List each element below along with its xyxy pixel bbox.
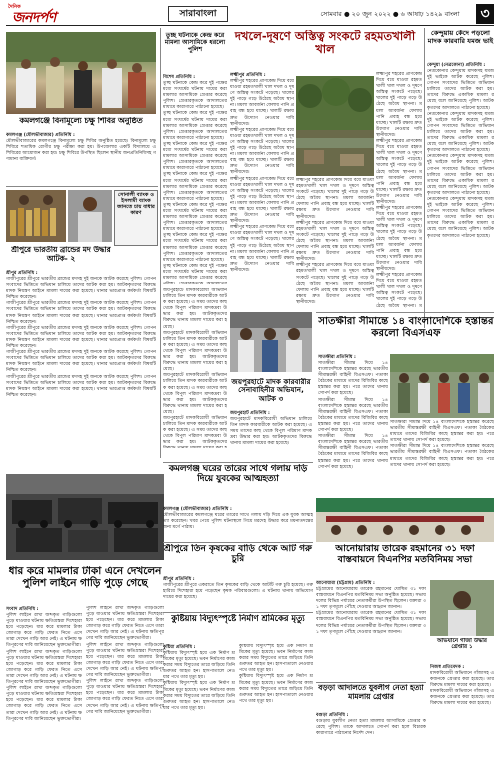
- smuggler-headline[interactable]: শ্রীপুরে ভারতীয় ব্রান্ডের মদ উদ্ধার আটক- ২: [11, 246, 111, 263]
- cattle-body-continued: নেত্রকোনার কেন্দুয়ায় মাদকসহ যমজ দুই ভাইকে আটক করেছে পুলিশ। গোপন সংবাদের ভিত্তিতে অভিযান চালিয়ে তাদের আটক করা হয়। তাদের বিরুদ্ধে একাধিক মামলা রয়েছে বলে জানিয়েছে পুলিশ। আটককৃতদের আদালতে পাঠানো হয়েছে।: [427, 111, 494, 154]
- bnp-byline: আনোয়ারা (চট্টগ্রাম) প্রতিনিধি :: [316, 581, 375, 586]
- canal-photo: [296, 76, 374, 176]
- rahmat-body-continued-4: লক্ষ্মীপুর শহরের প্রাণকেন্দ্র দিয়ে বয়ে যাওয়া রহমতখালী খাল দখল ও দূষণে অস্তিত্ব সংকটে পড়েছে। খালের দুই পাড়ে গড়ে উঠেছে অবৈধ স্থাপনা। ময়লা আবর্জনা ফেলায় পানি প্রবাহ বন্ধ হয়ে যাচ্ছে। খালটি রক্ষায় দ্রুত উদ্যোগ নেওয়ার দাবি স্থানীয়দের।: [296, 178, 374, 220]
- kamalganj-byline: কমলগঞ্জ (মৌলভীবাজার) প্রতিনিধি :: [163, 507, 232, 512]
- drug-raid-byline: জয়পুরহাট প্রতিনিধি :: [230, 411, 270, 416]
- sreepur-article: [163, 576, 313, 610]
- cattle-body-continued-3: নেত্রকোনার কেন্দুয়ায় মাদকসহ যমজ দুই ভাইকে আটক করেছে পুলিশ। গোপন সংবাদের ভিত্তিতে অভিযান চালিয়ে তাদের আটক করা হয়। তাদের বিরুদ্ধে একাধিক মামলা রয়েছে বলে জানিয়েছে পুলিশ। আটককৃতদের আদালতে পাঠানো হয়েছে।: [427, 196, 494, 239]
- rahmat-article-col1: [230, 72, 294, 308]
- page-number: ৩: [476, 4, 494, 24]
- satkhira-article-col1: [318, 354, 388, 494]
- police-body-continued: পুলিশ লাইনে রাখা জব্দকৃত গাড়িগুলো পুড়ে যাওয়ার ঘটনায় ক্ষতিগ্রস্তরা দিশেহারা হয়ে পড়েছেন। ধার করে মামলার টাকা জোগাড় করে গাড়ি ফেরত নিতে এসে তারা দেখেন গাড়ি আর নেই। এ ঘটনায় ক্ষতিপূরণের দাবি জানিয়েছেন ভুক্তভোগীরা।: [6, 649, 82, 686]
- drug-side-body-continued: জয়পুরহাটে মাদকবিরোধী অভিযান চালিয়ে তিন মাদক কারবারীকে আটক করা হয়েছে। এ সময় তাদের কাছ থেকে বিপুল পরিমাণ মাদকদ্রব্য উদ্ধার করা হয়। আটককৃতদের বিরুদ্ধে থানায় মামলা দায়ের করা হয়েছে।: [163, 330, 227, 373]
- tree-body-continued-6: তুচ্ছ ঘটনাকে কেন্দ্র করে দুই পক্ষের মধ্যে সংঘর্ষের ঘটনায় দায়ের করা মামলার আসামিকে গ্রেপ্তার করেছে: [163, 263, 227, 281]
- rahmat-body-continued-7: লক্ষ্মীপুর শহরের প্রাণকেন্দ্র দিয়ে বয়ে যাওয়া রহমতখালী খাল দখল ও দূষণে অস্তিত্ব সংকটে পড়েছে। খালের দুই পাড়ে গড়ে উঠেছে অবৈধ স্থাপনা। ময়লা আবর্জনা ফেলায় পানি প্রবাহ বন্ধ হয়ে যাচ্ছে। খালটি রক্ষায় দ্রুত উদ্যোগ নেওয়ার দাবি স্থানীয়দের।: [376, 72, 422, 138]
- canal-scene: [296, 76, 374, 176]
- smuggler-byline: শ্রীপুর প্রতিনিধি :: [6, 271, 38, 276]
- cattle-byline: কেন্দুয়া (নেত্রকোনা) প্রতিনিধি :: [427, 63, 486, 68]
- tree-byline: বিশেষ প্রতিনিধি :: [163, 75, 196, 80]
- eye-camp-article: [6, 132, 156, 184]
- kamalganj-article: [163, 506, 313, 540]
- satkhira-byline: সাতক্ষীরা প্রতিনিধি :: [318, 355, 356, 360]
- tree-body-continued-5: তুচ্ছ ঘটনাকে কেন্দ্র করে দুই পক্ষের মধ্যে সংঘর্ষের ঘটনায় দায়ের করা মামলার আসামিকে গ্রেপ্তার করেছে পুলিশ। গ্রেপ্তারকৃতকে আদালতের মাধ্যমে কারাগারে পাঠানো হয়েছে।: [163, 233, 227, 263]
- jubo-article: [316, 712, 426, 764]
- arrested-person-photo: [68, 190, 112, 242]
- sreepur-body: গাজীপুরের শ্রীপুরে একরাতে তিন কৃষকের বাড়ি থেকে আটটি গরু চুরি হয়েছে। গরু হারিয়ে দিশেহারা হয়ে পড়েছেন কৃষক পরিবারগুলো। এ ঘটনায় থানায় অভিযোগ দায়ের করা হয়েছে।: [163, 583, 313, 601]
- rahmat-body-continued: লক্ষ্মীপুর শহরের প্রাণকেন্দ্র দিয়ে বয়ে যাওয়া রহমতখালী খাল দখল ও দূষণে অস্তিত্ব সংকটে পড়েছে। খালের দুই পাড়ে গড়ে উঠেছে অবৈধ স্থাপনা। ময়লা আবর্জনা ফেলায় পানি প্রবাহ বন্ধ হয়ে যাচ্ছে। খালটি রক্ষায় দ্রুত উদ্যোগ নেওয়ার দাবি স্থানীয়দের।: [230, 127, 294, 176]
- cattle-headline-box: [427, 30, 494, 60]
- divider: [6, 186, 158, 187]
- rahmat-headline[interactable]: দখলে-দূষণে অস্তিত্ব সংকটে রহমতখালী খাল: [234, 30, 416, 57]
- satkhira-body-continued-4: সাতক্ষীরা সীমান্ত দিয়ে ১৪ বাংলাদেশিকে হস্তান্তর করেছে ভারতীয় সীমান্তরক্ষী বাহিনী বিএসএফ। পতাকা বৈঠকের মাধ্যমে তাদের বিজিবির কাছে হস্তান্তর করা হয়। পরে তাদের থানায় সোপর্দ করা হয়েছে।: [390, 444, 494, 468]
- rahmat-body: লক্ষ্মীপুর শহরের প্রাণকেন্দ্র দিয়ে বয়ে যাওয়া রহমতখালী খাল দখল ও দূষণে অস্তিত্ব সংকটে পড়েছে। খালের দুই পাড়ে গড়ে উঠেছে অবৈধ স্থাপনা। ময়লা আবর্জনা ফেলায় পানি প্রবাহ বন্ধ হয়ে যাচ্ছে। খালটি রক্ষায় দ্রুত উদ্যোগ নেওয়ার দাবি স্থানীয়দের।: [230, 79, 294, 127]
- jubo-byline: বগুড়া প্রতিনিধি :: [316, 713, 349, 718]
- brahman-headline[interactable]: অভিযানে গাঁজা উদ্ধার গ্রেপ্তার ১: [436, 638, 487, 651]
- satkhira-body-continued-2: সাতক্ষীরা সীমান্ত দিয়ে ১৪ বাংলাদেশিকে হস্তান্তর করেছে ভারতীয় সীমান্তরক্ষী বাহিনী বিএসএফ। পতাকা বৈঠকের মাধ্যমে তাদের বিজিবির কাছে হস্তান্তর করা হয়। পরে তাদের থানায় সোপর্দ করা হয়েছে।: [318, 434, 388, 470]
- satkhira-headline-box: [318, 316, 494, 350]
- rahmat-headline-box: [230, 30, 420, 70]
- rahmat-body-continued-9: লক্ষ্মীপুর শহরের প্রাণকেন্দ্র দিয়ে বয়ে যাওয়া রহমতখালী খাল দখল ও দূষণে অস্তিত্ব সংকটে পড়েছে। খালের দুই পাড়ে গড়ে উঠেছে অবৈধ স্থাপনা। ময়লা আবর্জনা ফেলায় পানি প্রবাহ বন্ধ হয়ে যাচ্ছে। খালটি রক্ষায় দ্রুত উদ্যোগ নেওয়ার দাবি স্থানীয়দের।: [376, 206, 422, 272]
- rahmat-article-col2: [296, 178, 374, 310]
- divider: [163, 462, 313, 463]
- satkhira-headline[interactable]: সাতক্ষীরা সীমান্তে ১৪ বাংলাদেশিকে হস্তান্তর করলো বিএসএফ: [318, 316, 494, 339]
- masthead: [6, 4, 494, 26]
- divider: [316, 312, 494, 313]
- eye-camp-photo: [6, 32, 156, 114]
- tree-body-continued-4: তুচ্ছ ঘটনাকে কেন্দ্র করে দুই পক্ষের মধ্যে সংঘর্ষের ঘটনায় দায়ের করা মামলার আসামিকে গ্রেপ্তার করেছে পুলিশ। গ্রেপ্তারকৃতকে আদালতের মাধ্যমে কারাগারে পাঠানো হয়েছে।: [163, 202, 227, 233]
- police-headline[interactable]: ধার করে মামলার টাকা এনে দেখলেন পুলিশ লাইনে গাড়ি পুড়ে গেছে: [8, 566, 162, 589]
- eye-camp-headline[interactable]: কমলগঞ্জে বিনামূল্যে চক্ষু শিবির অনুষ্ঠিত: [19, 117, 143, 125]
- divider: [163, 612, 313, 613]
- section-title: সারাবাংলা: [168, 6, 228, 22]
- brahman-body: মাদকবিরোধী অভিযানে গাঁজাসহ একজনকে গ্রেপ্তার করা হয়েছে। তার বিরুদ্ধে মামলা দায়ের করা হয়েছে।: [430, 671, 494, 689]
- rahmat-byline: লক্ষ্মীপুর প্রতিনিধি :: [230, 73, 266, 78]
- bottles-scene: [6, 190, 66, 242]
- burnt-vehicles-scene: [6, 474, 164, 560]
- electric-body: কুষ্টিয়ায় বিদ্যুৎস্পৃষ্ট হয়ে এক নির্মাণ শ্রমিকের মৃত্যু হয়েছে। ভবন নির্মাণের কাজ করার সময় বিদ্যুতের তারে জড়িয়ে তিনি গুরুতর আহত হন। হাসপাতালে নেওয়ার পথে তার মৃত্যু হয়।: [163, 651, 235, 681]
- cattle-headline[interactable]: কেন্দুয়ায় কেঁদে পড়লো মাদক কারবারি যমজ ভাই: [427, 30, 494, 45]
- tree-body: তুচ্ছ ঘটনাকে কেন্দ্র করে দুই পক্ষের মধ্যে সংঘর্ষের ঘটনায় দায়ের করা মামলার আসামিকে গ্রেপ্তার করেছে পুলিশ। গ্রেপ্তারকৃতকে আদালতের মাধ্যমে কারাগারে পাঠানো হয়েছে।: [163, 81, 227, 111]
- divider: [316, 682, 426, 683]
- drug-raid-headline[interactable]: জয়পুরহাটে মাদক কারবারীর সেনাবাহিনীর অভিযান, আটক ৩: [231, 378, 311, 403]
- liquor-bottles-photo: [6, 190, 66, 242]
- column-rule: [160, 28, 161, 458]
- brahman-body-continued: মাদকবিরোধী অভিযানে গাঁজাসহ একজনকে গ্রেপ্তার করা হয়েছে। তার বিরুদ্ধে মামলা দায়ের করা হয়েছে।: [430, 689, 494, 707]
- police-body-continued-5: পুলিশ লাইনে রাখা জব্দকৃত গাড়িগুলো পুড়ে যাওয়ার ঘটনায় ক্ষতিগ্রস্তরা দিশেহারা হয়ে পড়েছেন। ধার করে মামলার টাকা জোগাড় করে গাড়ি ফেরত নিতে এসে তারা দেখেন গাড়ি আর নেই। এ ঘটনায় ক্ষতিপূরণের দাবি জানিয়েছেন ভুক্তভোগীরা।: [86, 679, 164, 715]
- satkhira-article-col2: [390, 420, 494, 494]
- bnp-body: চট্টগ্রামের আনোয়ারায় তারেক রহমানের ঘোষিত ৩১ দফা বাস্তবায়নে বিএনপির মতবিনিময় সভা অনুষ্ঠিত হয়েছে। সভায় দলের বিভিন্ন পর্যায়ের নেতাকর্মীরা উপস্থিত ছিলেন। বক্তারা ৩১ দফা তৃণমূলে পৌঁছে দেওয়ার আহ্বান জানান।: [316, 587, 426, 611]
- smuggler-body-continued-4: গাজীপুরের শ্রীপুরে ভারতীয় ব্রান্ডের মদসহ দুই জনকে আটক করেছে পুলিশ। গোপন সংবাদের ভিত্তিতে অভিযান চালিয়ে তাদের আটক করা হয়। আটককৃতদের বিরুদ্ধে মাদক নিয়ন্ত্রণ আইনে মামলা দায়ের করা হয়েছে। থানার ভারপ্রাপ্ত কর্মকর্তা বিষয়টি নিশ্চিত করেছেন।: [6, 374, 156, 398]
- bnp-article-col1: [316, 580, 426, 680]
- tree-body-continued-3: তুচ্ছ ঘটনাকে কেন্দ্র করে দুই পক্ষের মধ্যে সংঘর্ষের ঘটনায় দায়ের করা মামলার আসামিকে গ্রেপ্তার করেছে পুলিশ। গ্রেপ্তারকৃতকে আদালতের মাধ্যমে কারাগারে পাঠানো হয়েছে।: [163, 172, 227, 202]
- satkhira-body-continued-3: সাতক্ষীরা সীমান্ত দিয়ে ১৪ বাংলাদেশিকে হস্তান্তর করেছে ভারতীয় সীমান্তরক্ষী বাহিনী বিএসএফ। পতাকা বৈঠকের মাধ্যমে তাদের বিজিবির কাছে হস্তান্তর করা হয়। পরে তাদের থানায় সোপর্দ করা হয়েছে।: [390, 420, 494, 444]
- bnp-body-continued: চট্টগ্রামের আনোয়ারায় তারেক রহমানের ঘোষিত ৩১ দফা বাস্তবায়নে বিএনপির মতবিনিময় সভা অনুষ্ঠিত হয়েছে। সভায় দলের বিভিন্ন পর্যায়ের নেতাকর্মীরা উপস্থিত ছিলেন। বক্তারা ৩১ দফা তৃণমূলে পৌঁছে দেওয়ার আহ্বান জানান।: [316, 611, 426, 635]
- drug-raid-article: [230, 410, 312, 460]
- jubo-body: বগুড়ায় যুবলীগ নেতা হত্যা মামলার আসামিকে গ্রেপ্তার করেছে পুলিশ। তাকে আদালতে সোপর্দ করা হলে বিচারক কারাগারে পাঠানোর নির্দেশ দেন।: [316, 719, 426, 737]
- police-body: পুলিশ লাইনে রাখা জব্দকৃত গাড়িগুলো পুড়ে যাওয়ার ঘটনায় ক্ষতিগ্রস্তরা দিশেহারা হয়ে পড়েছেন। ধার করে মামলার টাকা জোগাড় করে গাড়ি ফেরত নিতে এসে তারা দেখেন গাড়ি আর নেই। এ ঘটনায় ক্ষতিপূরণের দাবি জানিয়েছেন ভুক্তভোগীরা।: [6, 613, 82, 649]
- arrested-scene: [68, 190, 112, 242]
- sreepur-headline-box: [163, 544, 313, 574]
- rahmat-body-continued-3: লক্ষ্মীপুর শহরের প্রাণকেন্দ্র দিয়ে বয়ে যাওয়া রহমতখালী খাল দখল ও দূষণে অস্তিত্ব সংকটে পড়েছে। খালের দুই পাড়ে গড়ে উঠেছে অবৈধ স্থাপনা। ময়লা আবর্জনা ফেলায় পানি প্রবাহ বন্ধ হয়ে যাচ্ছে। খালটি রক্ষায় দ্রুত উদ্যোগ নেওয়ার দাবি স্থানীয়দের।: [230, 225, 294, 273]
- electric-headline-box: [163, 614, 313, 642]
- logo-text: জনদর্পণ: [12, 10, 56, 26]
- drug-raid-photo: [230, 312, 312, 372]
- smuggler-article: [6, 270, 156, 472]
- drug-raid-headline-box: [230, 378, 312, 408]
- police-body-continued-3: পুলিশ লাইনে রাখা জব্দকৃত গাড়িগুলো পুড়ে যাওয়ার ঘটনায় ক্ষতিগ্রস্তরা দিশেহারা হয়ে পড়েছেন। ধার করে মামলার টাকা জোগাড় করে গাড়ি ফেরত নিতে এসে তারা দেখেন গাড়ি আর নেই। এ ঘটনায় ক্ষতিপূরণের দাবি জানিয়েছেন ভুক্তভোগীরা।: [86, 606, 164, 642]
- brahman-scene: [430, 580, 494, 636]
- drug-side-body-continued-2: জয়পুরহাটে মাদকবিরোধী অভিযান চালিয়ে তিন মাদক কারবারীকে আটক করা হয়েছে। এ সময় তাদের কাছ থেকে বিপুল পরিমাণ মাদকদ্রব্য উদ্ধার করা হয়। আটককৃতদের বিরুদ্ধে থানায় মামলা দায়ের করা হয়েছে।: [163, 373, 227, 415]
- brahman-article: [430, 664, 494, 764]
- kamalganj-headline-box: [163, 464, 313, 504]
- eye-camp-photo-scene: [6, 32, 156, 114]
- eye-camp-body: মৌলভীবাজারের কমলগঞ্জে বিনামূল্যে চক্ষু শিবির অনুষ্ঠিত হয়েছে। বিনামূল্যে চক্ষু শিবিরে শতাধিক রোগীর চক্ষু পরীক্ষা করা হয়। উপজেলার একটি বিদ্যালয়ে এ শিবিরের আয়োজন করা হয়। চক্ষু শিবিরে উপস্থিত ছিলেন স্থানীয় জনপ্রতিনিধিসহ গণ্যমান্য ব্যক্তিবর্গ।: [6, 139, 156, 163]
- smuggler-body: গাজীপুরের শ্রীপুরে ভারতীয় ব্রান্ডের মদসহ দুই জনকে আটক করেছে পুলিশ। গোপন সংবাদের ভিত্তিতে অভিযান চালিয়ে তাদের আটক করা হয়। আটককৃতদের বিরুদ্ধে মাদক নিয়ন্ত্রণ আইনে মামলা দায়ের করা হয়েছে। থানার ভারপ্রাপ্ত কর্মকর্তা বিষয়টি নিশ্চিত করেছেন।: [6, 277, 156, 301]
- electric-body-continued: কুষ্টিয়ায় বিদ্যুৎস্পৃষ্ট হয়ে এক নির্মাণ শ্রমিকের মৃত্যু হয়েছে। ভবন নির্মাণের কাজ করার সময় বিদ্যুতের তারে জড়িয়ে তিনি গুরুতর আহত হন। হাসপাতালে নেওয়ার পথে তার মৃত্যু হয়।: [163, 681, 235, 711]
- electric-article-col1: [163, 644, 235, 764]
- rahmat-body-continued-6: লক্ষ্মীপুর শহরের প্রাণকেন্দ্র দিয়ে বয়ে যাওয়া রহমতখালী খাল দখল ও দূষণে অস্তিত্ব সংকটে পড়েছে। খালের দুই পাড়ে গড়ে উঠেছে অবৈধ স্থাপনা। ময়লা আবর্জনা ফেলায় পানি প্রবাহ বন্ধ হয়ে যাচ্ছে। খালটি রক্ষায় দ্রুত উদ্যোগ নেওয়ার দাবি স্থানীয়দের।: [296, 263, 374, 305]
- border-handover-photo: [390, 354, 494, 418]
- police-body-continued-4: পুলিশ লাইনে রাখা জব্দকৃত গাড়িগুলো পুড়ে যাওয়ার ঘটনায় ক্ষতিগ্রস্তরা দিশেহারা হয়ে পড়েছেন। ধার করে মামলার টাকা জোগাড় করে গাড়ি ফেরত নিতে এসে তারা দেখেন গাড়ি আর নেই। এ ঘটনায় ক্ষতিপূরণের দাবি জানিয়েছেন ভুক্তভোগীরা।: [86, 642, 164, 679]
- rahmat-body-continued-5: লক্ষ্মীপুর শহরের প্রাণকেন্দ্র দিয়ে বয়ে যাওয়া রহমতখালী খাল দখল ও দূষণে অস্তিত্ব সংকটে পড়েছে। খালের দুই পাড়ে গড়ে উঠেছে অবৈধ স্থাপনা। ময়লা আবর্জনা ফেলায় পানি প্রবাহ বন্ধ হয়ে যাচ্ছে। খালটি রক্ষায় দ্রুত উদ্যোগ নেওয়ার দাবি স্থানীয়দের।: [296, 220, 374, 263]
- tree-body-continued: তুচ্ছ ঘটনাকে কেন্দ্র করে দুই পক্ষের মধ্যে সংঘর্ষের ঘটনায় দায়ের করা মামলার আসামিকে গ্রেপ্তার করেছে পুলিশ। গ্রেপ্তারকৃতকে আদালতের মাধ্যমে কারাগারে পাঠানো হয়েছে।: [163, 111, 227, 141]
- tree-headline-box: [163, 32, 227, 74]
- police-article-col1: [6, 606, 82, 764]
- bnp-headline-box: [316, 544, 494, 578]
- newspaper-logo[interactable]: [6, 4, 92, 24]
- dateline: সোমবার ● ২০ জুন ২০২২ ● ৬ আষাঢ় ১৪২৯ বাংলা: [320, 10, 460, 18]
- eye-camp-headline-box: [6, 117, 156, 131]
- border-scene: [390, 354, 494, 418]
- police-body-continued-2: পুলিশ লাইনে রাখা জব্দকৃত গাড়িগুলো পুড়ে যাওয়ার ঘটনায় ক্ষতিগ্রস্তরা দিশেহারা হয়ে পড়েছেন। ধার করে মামলার টাকা জোগাড় করে গাড়ি ফেরত নিতে এসে তারা দেখেন গাড়ি আর নেই। এ ঘটনায় ক্ষতিপূরণের দাবি জানিয়েছেন ভুক্তভোগীরা।: [6, 686, 82, 722]
- brahman-headline-box: [430, 638, 494, 662]
- drug-side-body: জয়পুরহাটে মাদকবিরোধী অভিযান চালিয়ে তিন মাদক কারবারীকে আটক করা হয়েছে। এ সময় তাদের কাছ থেকে বিপুল পরিমাণ মাদকদ্রব্য উদ্ধার করা হয়। আটককৃতদের বিরুদ্ধে থানায় মামলা দায়ের করা হয়েছে।: [163, 288, 227, 330]
- brahman-byline: নিজস্ব প্রতিবেদক :: [430, 665, 465, 670]
- police-article-col2: [86, 606, 164, 764]
- jubo-headline[interactable]: বড়ড়া আদালতে যুবলীগ নেতা হত্যা মামলায় গ্রেপ্তার: [318, 684, 424, 701]
- cattle-body-continued-2: নেত্রকোনার কেন্দুয়ায় মাদকসহ যমজ দুই ভাইকে আটক করেছে পুলিশ। গোপন সংবাদের ভিত্তিতে অভিযান চালিয়ে তাদের আটক করা হয়। তাদের বিরুদ্ধে একাধিক মামলা রয়েছে বলে জানিয়েছে পুলিশ। আটককৃতদের আদালতে পাঠানো হয়েছে।: [427, 154, 494, 196]
- bnp-scene: [316, 498, 494, 542]
- drug-raid-body: জয়পুরহাটে মাদকবিরোধী অভিযান চালিয়ে তিন মাদক কারবারীকে আটক করা হয়েছে। এ সময় তাদের কাছ থেকে বিপুল পরিমাণ মাদকদ্রব্য উদ্ধার করা হয়। আটককৃতদের বিরুদ্ধে থানায় মামলা দায়ের করা হয়েছে।: [230, 417, 312, 447]
- electric-byline: কুষ্টিয়া প্রতিনিধি :: [163, 645, 196, 650]
- smuggler-body-continued-3: গাজীপুরের শ্রীপুরে ভারতীয় ব্রান্ডের মদসহ দুই জনকে আটক করেছে পুলিশ। গোপন সংবাদের ভিত্তিতে অভিযান চালিয়ে তাদের আটক করা হয়। আটককৃতদের বিরুদ্ধে মাদক নিয়ন্ত্রণ আইনে মামলা দায়ের করা হয়েছে। থানার ভারপ্রাপ্ত কর্মকর্তা বিষয়টি নিশ্চিত করেছেন।: [6, 350, 156, 374]
- satkhira-body: সাতক্ষীরা সীমান্ত দিয়ে ১৪ বাংলাদেশিকে হস্তান্তর করেছে ভারতীয় সীমান্তরক্ষী বাহিনী বিএসএফ। পতাকা বৈঠকের মাধ্যমে তাদের বিজিবির কাছে হস্তান্তর করা হয়। পরে তাদের থানায় সোপর্দ করা হয়েছে।: [318, 361, 388, 397]
- drug-side-body-continued-3: জয়পুরহাটে মাদকবিরোধী অভিযান চালিয়ে তিন মাদক কারবারীকে আটক করা হয়েছে। এ সময় তাদের কাছ থেকে বিপুল পরিমাণ মাদকদ্রব্য উদ্ধার করা হয়। আটককৃতদের: [163, 415, 227, 446]
- sreepur-headline[interactable]: শ্রীপুরে তিন কৃষকের বাড়ি থেকে আট গরু চুরি: [164, 544, 312, 565]
- satkhira-body-continued: সাতক্ষীরা সীমান্ত দিয়ে ১৪ বাংলাদেশিকে হস্তান্তর করেছে ভারতীয় সীমান্তরক্ষী বাহিনী বিএসএফ। পতাকা বৈঠকের মাধ্যমে তাদের বিজিবির কাছে হস্তান্তর করা হয়। পরে তাদের থানায় সোপর্দ করা হয়েছে।: [318, 397, 388, 434]
- rahmat-body-continued-10: লক্ষ্মীপুর শহরের প্রাণকেন্দ্র দিয়ে বয়ে যাওয়া রহমতখালী খাল দখল ও দূষণে অস্তিত্ব সংকটে পড়েছে। খালের দুই পাড়ে গড়ে উঠেছে অবৈধ স্থাপনা। ম: [376, 273, 422, 308]
- rahmat-article-col3: [376, 72, 422, 308]
- burnt-vehicles-photo: [6, 474, 164, 560]
- electric-body-continued-2: কুষ্টিয়ায় বিদ্যুৎস্পৃষ্ট হয়ে এক নির্মাণ শ্রমিকের মৃত্যু হয়েছে। ভবন নির্মাণের কাজ করার সময় বিদ্যুতের তারে জড়িয়ে তিনি গুরুতর আহত হন। হাসপাতালে নেওয়ার পথে তার মৃত্যু হয়।: [239, 644, 313, 674]
- column-rule: [424, 28, 425, 328]
- rahmat-body-continued-8: লক্ষ্মীপুর শহরের প্রাণকেন্দ্র দিয়ে বয়ে যাওয়া রহমতখালী খাল দখল ও দূষণে অস্তিত্ব সংকটে পড়েছে। খালের দুই পাড়ে গড়ে উঠেছে অবৈধ স্থাপনা। ময়লা আবর্জনা ফেলায় পানি প্রবাহ বন্ধ হয়ে যাচ্ছে। খালটি রক্ষায় দ্রুত উদ্যোগ নেওয়ার দাবি স্থানীয়দের।: [376, 139, 422, 205]
- rahmat-body-continued-2: লক্ষ্মীপুর শহরের প্রাণকেন্দ্র দিয়ে বয়ে যাওয়া রহমতখালী খাল দখল ও দূষণে অস্তিত্ব সংকটে পড়েছে। খালের দুই পাড়ে গড়ে উঠেছে অবৈধ স্থাপনা। ময়লা আবর্জনা ফেলায় পানি প্রবাহ বন্ধ হয়ে যাচ্ছে। খালটি রক্ষায় দ্রুত উদ্যোগ নেওয়ার দাবি স্থানীয়দের।: [230, 176, 294, 225]
- police-byline: সংবাদ প্রতিনিধি :: [6, 607, 39, 612]
- kamalganj-body: মৌলভীবাজারের কমলগঞ্জে ঘরের তারের সাথে গলায় দড়ি দিয়ে এক যুবক আত্মহত্যা করেছেন। খবর পেয়ে পুলিশ ঘটনাস্থলে গিয়ে মরদেহ উদ্ধার করে ময়নাতদন্তের জন্য মর্গে পাঠায়।: [163, 513, 313, 531]
- sonali-bank-headline[interactable]: সোনালী ব্যাংক ও ইসলামী ব্যাংক জানতে চায় বাধার কারণ: [117, 192, 155, 216]
- sreepur-byline: শ্রীপুর প্রতিনিধি :: [163, 577, 195, 582]
- brahman-photo: [430, 580, 494, 636]
- drug-side-article: [163, 288, 227, 448]
- electric-headline[interactable]: কুষ্টিয়ায় বিদ্যুৎস্পৃষ্টে নির্মাণ শ্রমিকের মৃত্যু: [171, 614, 305, 623]
- smuggler-headline-box: [6, 246, 116, 268]
- eye-camp-byline: কমলগঞ্জ (মৌলভীবাজার) প্রতিনিধি :: [6, 133, 75, 138]
- police-headline-box: [6, 566, 164, 602]
- divider: [163, 542, 313, 543]
- electric-body-continued-3: কুষ্টিয়ায় বিদ্যুৎস্পৃষ্ট হয়ে এক নির্মাণ শ্রমিকের মৃত্যু হয়েছে। ভবন নির্মাণের কাজ করার সময় বিদ্যুতের তারে জড়িয়ে তিনি গুরুতর আহত হন। হাসপাতালে নেওয়ার পথে তার মৃত্যু হয়।: [239, 674, 313, 704]
- bnp-headline[interactable]: আনোয়ারায় তারেক রহমানের ৩১ দফা বাস্তবায়নে বিএনপির মতবিনিময় সভা: [335, 544, 475, 565]
- smuggler-body-continued-2: গাজীপুরের শ্রীপুরে ভারতীয় ব্রান্ডের মদসহ দুই জনকে আটক করেছে পুলিশ। গোপন সংবাদের ভিত্তিতে অভিযান চালিয়ে তাদের আটক করা হয়। আটককৃতদের বিরুদ্ধে মাদক নিয়ন্ত্রণ আইনে মামলা দায়ের করা হয়েছে। থানার ভারপ্রাপ্ত কর্মকর্তা বিষয়টি নিশ্চিত করেছেন।: [6, 325, 156, 350]
- jubo-headline-box: [316, 684, 426, 710]
- tree-body-continued-2: তুচ্ছ ঘটনাকে কেন্দ্র করে দুই পক্ষের মধ্যে সংঘর্ষের ঘটনায় দায়ের করা মামলার আসামিকে গ্রেপ্তার করেছে পুলিশ। গ্রেপ্তারকৃতকে আদালতের মাধ্যমে কারাগারে পাঠানো হয়েছে।: [163, 141, 227, 172]
- logo-prefix: দৈনিক: [8, 4, 21, 10]
- bnp-meeting-photo: [316, 498, 494, 542]
- cattle-article: [427, 62, 494, 324]
- tree-article: [163, 74, 227, 284]
- drug-raid-scene: [230, 312, 312, 372]
- sonali-bank-box: [114, 190, 158, 246]
- electric-article-col2: [239, 644, 313, 764]
- tree-headline[interactable]: তুচ্ছ ঘটনাকে কেন্দ্র করে মামলা আসামিকে ধরলো পুলিশ: [164, 32, 226, 54]
- kamalganj-headline[interactable]: কমলগঞ্জ ঘরের তারের সাথে গলায় দড়ি দিয়ে যুবকের আত্মহত্যা: [168, 464, 308, 485]
- smuggler-body-continued: গাজীপুরের শ্রীপুরে ভারতীয় ব্রান্ডের মদসহ দুই জনকে আটক করেছে পুলিশ। গোপন সংবাদের ভিত্তিতে অভিযান চালিয়ে তাদের আটক করা হয়। আটককৃতদের বিরুদ্ধে মাদক নিয়ন্ত্রণ আইনে মামলা দায়ের করা হয়েছে। থানার ভারপ্রাপ্ত কর্মকর্তা বিষয়টি নিশ্চিত করেছেন।: [6, 301, 156, 325]
- cattle-body: নেত্রকোনার কেন্দুয়ায় মাদকসহ যমজ দুই ভাইকে আটক করেছে পুলিশ। গোপন সংবাদের ভিত্তিতে অভিযান চালিয়ে তাদের আটক করা হয়। তাদের বিরুদ্ধে একাধিক মামলা রয়েছে বলে জানিয়েছে পুলিশ। আটককৃতদের আদালতে পাঠানো হয়েছে।: [427, 69, 494, 111]
